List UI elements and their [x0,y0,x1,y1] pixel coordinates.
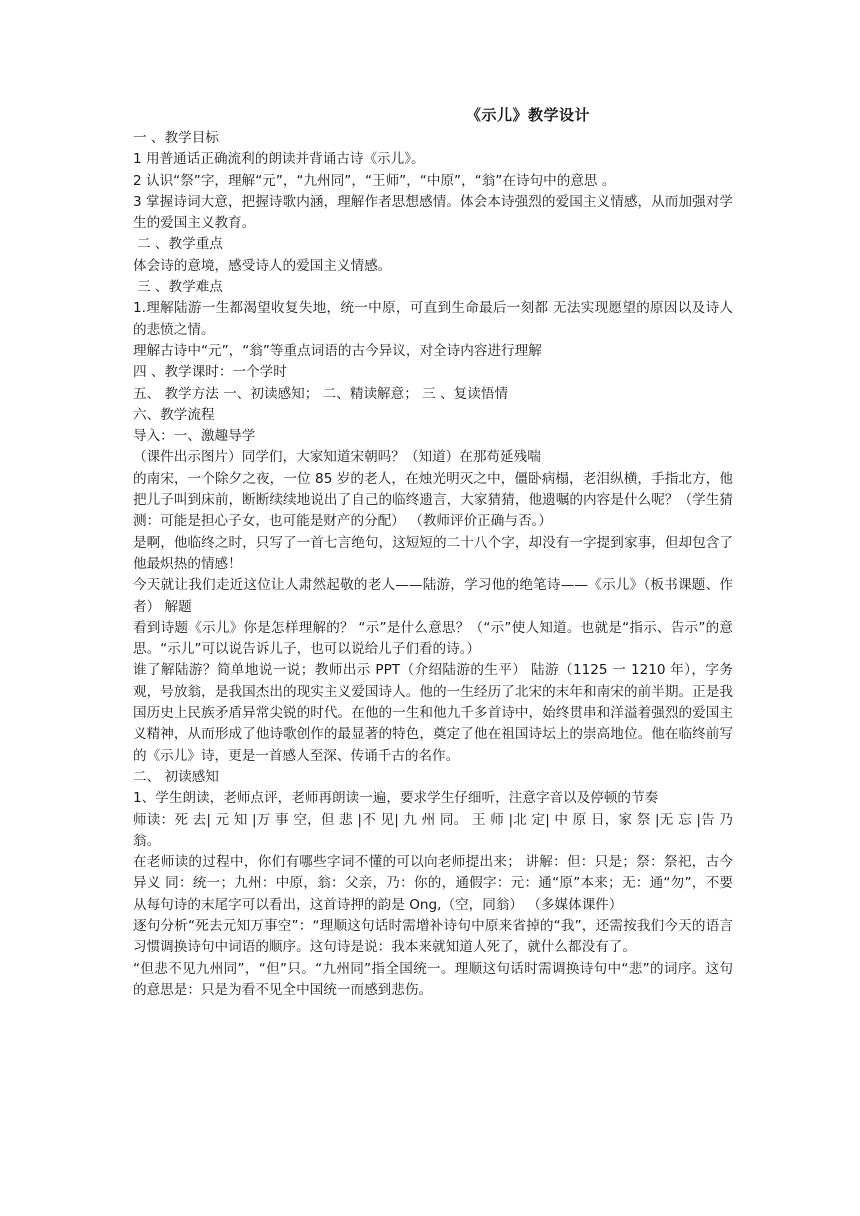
paragraph: 的南宋，一个除夕之夜，一位 85 岁的老人，在烛光明灭之中，僵卧病榻，老泪纵横，手指北方，他把儿子叫到床前，断断续续地说出了自己的临终遗言，大家猜猜，他遗嘱的内容是什么呢？（学生猜测：可能是担心子女，也可能是财产的分配） （教师评价正确与否。） [133,470,733,530]
document-title: 《示儿》教学设计 [465,106,590,124]
paragraph: 二 、教学重点 [137,236,223,253]
paragraph: 看到诗题《示儿》你是怎样理解的？ “示”是什么意思？（“示”使人知道。也就是“指示、告示”的意思。“示儿”可以说告诉儿子，也可以说给儿子们看的诗。） [133,619,733,658]
paragraph: 三 、教学难点 [137,279,223,296]
paragraph: 今天就让我们走近这位让人肃然起敬的老人——陆游，学习他的绝笔诗——《示儿》（板书课题、作者） 解题 [133,577,733,615]
paragraph: 理解古诗中“元”，“翁”等重点词语的古今异议，对全诗内容进行理解 [133,342,542,359]
paragraph: 四 、教学课时：一个学时 [133,364,287,381]
paragraph: 导入：一、激趣导学 [133,428,256,445]
paragraph: 六、教学流程 [133,406,215,423]
paragraph: 3 掌握诗词大意，把握诗歌内涵，理解作者思想感情。体会本诗强烈的爱国主义情感，从而加强对学生的爱国主义教育。 [133,193,733,232]
paragraph: 谁了解陆游？简单地说一说；教师出示 PPT（介绍陆游的生平） 陆游（1125 一 1210 年），字务观，号放翁，是我国杰出的现实主义爱国诗人。他的一生经历了北宋的末年和南宋的前半期。正是我国历史上民族矛盾异常尖锐的时代。在他的一生和他九千多首诗中，始终贯串和洋溢着强烈的爱国主义精神，从而形成了他诗歌创作的最显著的特色，奠定了他在祖国诗坛上的崇高地位。他在临终前写的《示儿》诗，更是一首感人至深、传诵千古的名作。 [133,662,733,764]
document-body [133,128,733,1001]
paragraph: 五、 教学方法 一、初读感知； 二、精读解意； 三 、复读悟情 [133,385,509,402]
paragraph: 二、 初读感知 [133,768,219,785]
paragraph: （课件出示图片）同学们，大家知道宋朝吗？（知道）在那苟延残喘 [133,449,541,466]
paragraph: 1.理解陆游一生都渴望收复失地，统一中原，可直到生命最后一刻都 无法实现愿望的原因以及诗人的悲愤之情。 [133,300,733,338]
paragraph: 2 认识“祭”字，理解“元”，“九州同”，“王师”，“中原”，“翁”在诗句中的意思 。 [133,172,616,189]
paragraph: 一 、教学目标 [133,130,219,146]
paragraph: 逐句分析“死去元知万事空”：“理顺这句话时需增补诗句中原来省掉的“我”，还需按我们今天的语言习惯调换诗句中词语的顺序。这句诗是说：我本来就知道人死了，就什么都没有了。 [133,917,733,956]
paragraph: 1、学生朗读，老师点评，老师再朗读一遍，要求学生仔细听，注意字音以及停顿的节奏 [133,790,659,807]
paragraph: 师读：死 去| 元 知 |万 事 空，但 悲 |不 见| 九 州 同。 王 师 |北 定| 中 原 日，家 祭 |无 忘 |告 乃 翁。 [133,811,733,849]
paragraph: 体会诗的意境，感受诗人的爱国主义情感。 [133,257,392,274]
paragraph: 是啊，他临终之时，只写了一首七言绝句，这短短的二十八个字，却没有一字提到家事，但却包含了他最炽热的情感！ [133,534,733,572]
paragraph: 1 用普通话正确流利的朗读并背诵古诗《示儿》。 [133,151,425,168]
paragraph: 在老师读的过程中，你们有哪些字词不懂的可以向老师提出来； 讲解：但：只是；祭：祭祀，古今异义 同：统一；九州：中原，翁：父亲，乃：你的，通假字：元：通“原”本来；无：通“勿”，不要从每句诗的末尾字可以看出，这首诗押的韵是 Ong,（空，同翁） （多媒体课件） [133,854,733,913]
paragraph: “但悲不见九州同”，“但”只。“九州同”指全国统一。理顺这句话时需调换诗句中“悲”的词序。这句的意思是：只是为看不见全中国统一而感到悲伤。 [133,960,733,998]
